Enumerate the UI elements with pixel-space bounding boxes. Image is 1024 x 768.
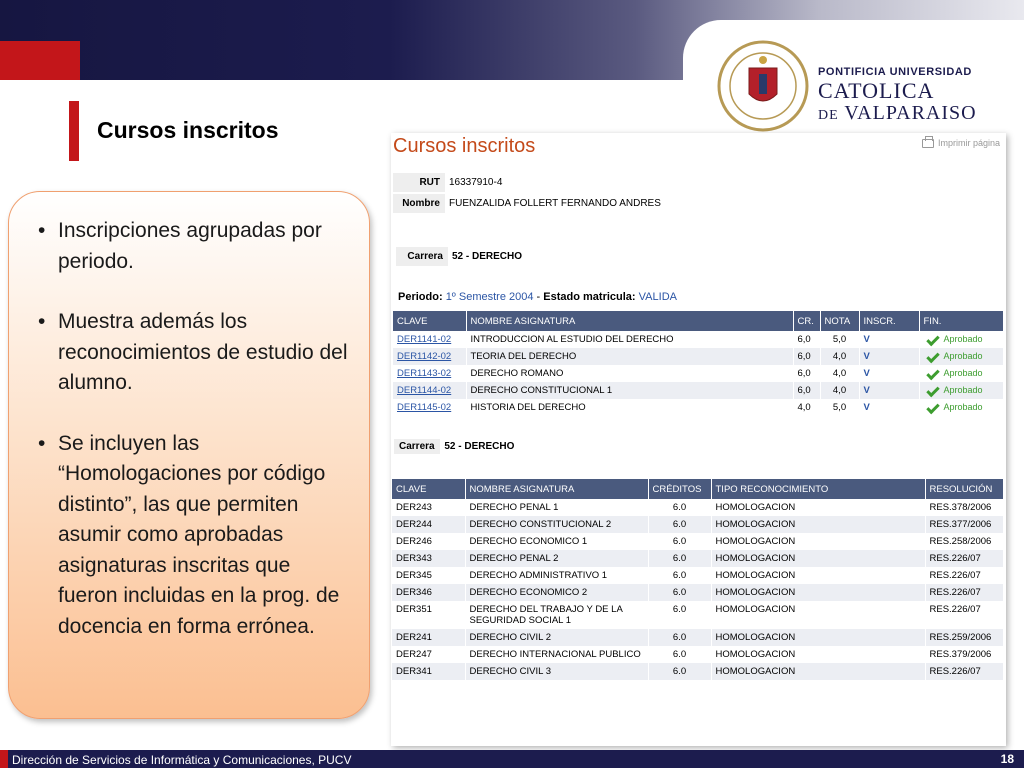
- nombre-value: FUENZALIDA FOLLERT FERNANDO ANDRES: [449, 198, 661, 209]
- course-name: DERECHO CONSTITUCIONAL 1: [466, 382, 793, 399]
- recognition-type: HOMOLOGACION: [711, 601, 925, 629]
- carrera-value-2: 52 - DERECHO: [444, 441, 515, 452]
- recognition-code: DER346: [392, 584, 465, 601]
- course-status: Aprobado: [943, 385, 983, 395]
- recognitions-table: [392, 479, 1004, 680]
- course-inscr: V: [859, 331, 919, 348]
- course-name: TEORIA DEL DERECHO: [466, 348, 793, 365]
- recognition-resolution: RES.259/2006: [925, 629, 1004, 646]
- university-line3-prefix: DE: [818, 108, 839, 123]
- recognition-code: DER351: [392, 601, 465, 629]
- recognitions-table-header: [392, 479, 1004, 499]
- course-final: [919, 365, 1004, 382]
- slide-title: Cursos inscritos: [97, 117, 279, 143]
- bullet-text: Se incluyen las “Homologaciones por código distinto”, las que permiten asumir como aprobadas asignaturas inscritas que fueron incluidas en la prog. de docencia en forma errónea.: [58, 431, 340, 638]
- bullet-item: [35, 216, 355, 277]
- recognition-code: DER247: [392, 646, 465, 663]
- recognition-type: HOMOLOGACION: [711, 663, 925, 680]
- table-row: [392, 663, 1004, 680]
- footer-bar: [0, 750, 1024, 768]
- recognition-name: DERECHO CONSTITUCIONAL 2: [465, 516, 648, 533]
- recognition-credits: 6.0: [648, 550, 711, 567]
- table-row: [392, 567, 1004, 584]
- recognition-credits: 6.0: [648, 629, 711, 646]
- course-name: INTRODUCCION AL ESTUDIO DEL DERECHO: [466, 331, 793, 348]
- recognition-type: HOMOLOGACION: [711, 499, 925, 516]
- recognition-name: DERECHO CIVIL 2: [465, 629, 648, 646]
- page-number: 18: [1000, 752, 1014, 766]
- university-line1: PONTIFICIA UNIVERSIDAD: [818, 66, 972, 78]
- course-credits: 6,0: [793, 382, 820, 399]
- recognition-credits: 6.0: [648, 646, 711, 663]
- col-nombre: NOMBRE ASIGNATURA: [466, 311, 793, 331]
- course-credits: 4,0: [793, 399, 820, 416]
- recognition-credits: 6.0: [648, 567, 711, 584]
- periodo-value: 1º Semestre 2004: [445, 291, 534, 303]
- enrolled-courses-webpage: [391, 133, 1006, 746]
- carrera-value: 52 - DERECHO: [452, 251, 523, 262]
- table-row: [392, 629, 1004, 646]
- recognition-name: DERECHO ADMINISTRATIVO 1: [465, 567, 648, 584]
- check-icon: [926, 350, 939, 363]
- bullet-item: [35, 307, 355, 399]
- footer-text: Dirección de Servicios de Informática y Comunicaciones, PUCV: [12, 753, 352, 767]
- table-row: [393, 365, 1004, 382]
- carrera-second: [394, 439, 514, 454]
- recognition-name: DERECHO PENAL 2: [465, 550, 648, 567]
- course-inscr: V: [859, 399, 919, 416]
- university-line2: CATOLICA: [818, 78, 935, 103]
- course-final: [919, 348, 1004, 365]
- col-clave: CLAVE: [393, 311, 466, 331]
- check-icon: [926, 333, 939, 346]
- recognition-name: DERECHO PENAL 1: [465, 499, 648, 516]
- print-page-label: Imprimir página: [937, 138, 1000, 148]
- recognition-resolution: RES.258/2006: [925, 533, 1004, 550]
- course-grade: 4,0: [820, 348, 859, 365]
- header-accent: [0, 41, 80, 80]
- course-code-link[interactable]: DER1145-02: [397, 402, 452, 413]
- col-nota: NOTA: [820, 311, 859, 331]
- table-row: [393, 399, 1004, 416]
- printer-icon: [922, 139, 934, 148]
- course-inscr: V: [859, 365, 919, 382]
- title-accent-bar: [69, 101, 79, 161]
- table-row: [393, 348, 1004, 365]
- recognition-credits: 6.0: [648, 499, 711, 516]
- bullet-text: Inscripciones agrupadas por periodo.: [58, 219, 322, 273]
- bullet-text: Muestra además los reconocimientos de estudio del alumno.: [58, 310, 348, 394]
- recognition-name: DERECHO ECONOMICO 1: [465, 533, 648, 550]
- table-row: [392, 646, 1004, 663]
- col-resolucion: RESOLUCIÓN: [925, 479, 1004, 499]
- course-status: Aprobado: [943, 334, 983, 344]
- course-final: [919, 399, 1004, 416]
- university-seal-logo: [715, 38, 811, 134]
- estado-value: VALIDA: [638, 291, 677, 303]
- carrera-label: Carrera: [396, 247, 448, 266]
- bullet-list: [35, 216, 355, 672]
- course-code-link[interactable]: DER1143-02: [397, 368, 452, 379]
- course-status: Aprobado: [943, 368, 983, 378]
- course-grade: 4,0: [820, 382, 859, 399]
- periodo-line: [398, 291, 677, 303]
- recognition-name: DERECHO DEL TRABAJO Y DE LA SEGURIDAD SOCIAL 1: [465, 601, 648, 629]
- carrera-label-2: Carrera: [394, 439, 440, 454]
- recognition-code: DER345: [392, 567, 465, 584]
- course-status: Aprobado: [943, 402, 983, 412]
- col-creditos: CRÉDITOS: [648, 479, 711, 499]
- course-name: DERECHO ROMANO: [466, 365, 793, 382]
- recognition-type: HOMOLOGACION: [711, 629, 925, 646]
- course-code-link[interactable]: DER1141-02: [397, 334, 452, 345]
- recognition-type: HOMOLOGACION: [711, 533, 925, 550]
- table-row: [392, 550, 1004, 567]
- course-code-link[interactable]: DER1144-02: [397, 385, 452, 396]
- recognition-type: HOMOLOGACION: [711, 567, 925, 584]
- table-row: [393, 331, 1004, 348]
- course-status: Aprobado: [943, 351, 983, 361]
- recognition-resolution: RES.379/2006: [925, 646, 1004, 663]
- print-page-link[interactable]: [922, 138, 1000, 148]
- recognition-resolution: RES.226/07: [925, 663, 1004, 680]
- periodo-separator: -: [536, 291, 541, 303]
- table-row: [393, 382, 1004, 399]
- bullet-panel: [8, 191, 370, 719]
- col-tipo: TIPO RECONOCIMIENTO: [711, 479, 925, 499]
- rut-label: RUT: [393, 173, 445, 192]
- course-credits: 6,0: [793, 331, 820, 348]
- recognition-type: HOMOLOGACION: [711, 646, 925, 663]
- bullet-dot: •: [38, 431, 46, 455]
- courses-table: [393, 311, 1004, 416]
- recognition-resolution: RES.377/2006: [925, 516, 1004, 533]
- recognition-type: HOMOLOGACION: [711, 584, 925, 601]
- table-row: [392, 499, 1004, 516]
- recognition-code: DER246: [392, 533, 465, 550]
- bullet-item: [35, 429, 355, 643]
- col-nombre: NOMBRE ASIGNATURA: [465, 479, 648, 499]
- recognition-code: DER243: [392, 499, 465, 516]
- recognition-type: HOMOLOGACION: [711, 516, 925, 533]
- table-row: [392, 516, 1004, 533]
- recognition-credits: 6.0: [648, 663, 711, 680]
- course-grade: 4,0: [820, 365, 859, 382]
- recognition-name: DERECHO ECONOMICO 2: [465, 584, 648, 601]
- recognition-code: DER241: [392, 629, 465, 646]
- course-final: [919, 382, 1004, 399]
- university-line3-name: VALPARAISO: [844, 102, 977, 124]
- recognition-credits: 6.0: [648, 533, 711, 550]
- table-row: [392, 584, 1004, 601]
- course-name: HISTORIA DEL DERECHO: [466, 399, 793, 416]
- recognition-name: DERECHO CIVIL 3: [465, 663, 648, 680]
- recognition-resolution: RES.226/07: [925, 550, 1004, 567]
- course-credits: 6,0: [793, 348, 820, 365]
- recognition-name: DERECHO INTERNACIONAL PUBLICO: [465, 646, 648, 663]
- recognition-credits: 6.0: [648, 601, 711, 629]
- bullet-dot: •: [38, 310, 46, 333]
- web-page-title: Cursos inscritos: [393, 135, 536, 157]
- footer-accent: [0, 750, 8, 768]
- course-inscr: V: [859, 348, 919, 365]
- course-grade: 5,0: [820, 331, 859, 348]
- table-row: [392, 533, 1004, 550]
- recognition-credits: 6.0: [648, 584, 711, 601]
- recognition-type: HOMOLOGACION: [711, 550, 925, 567]
- course-inscr: V: [859, 382, 919, 399]
- university-line3: [818, 102, 977, 127]
- course-code-link[interactable]: DER1142-02: [397, 351, 452, 362]
- university-name: [818, 66, 977, 127]
- check-icon: [926, 401, 939, 414]
- recognition-code: DER244: [392, 516, 465, 533]
- col-inscr: INSCR.: [859, 311, 919, 331]
- check-icon: [926, 367, 939, 380]
- course-final: [919, 331, 1004, 348]
- course-grade: 5,0: [820, 399, 859, 416]
- col-cr: CR.: [793, 311, 820, 331]
- courses-table-header: [393, 311, 1004, 331]
- recognition-resolution: RES.226/07: [925, 584, 1004, 601]
- check-icon: [926, 384, 939, 397]
- bullet-dot: •: [38, 219, 46, 242]
- recognition-credits: 6.0: [648, 516, 711, 533]
- nombre-label: Nombre: [393, 194, 445, 213]
- course-credits: 6,0: [793, 365, 820, 382]
- recognition-resolution: RES.226/07: [925, 601, 1004, 629]
- estado-label: Estado matricula:: [543, 291, 636, 303]
- table-row: [392, 601, 1004, 629]
- col-fin: FIN.: [919, 311, 1004, 331]
- rut-value: 16337910-4: [449, 177, 503, 188]
- recognition-code: DER341: [392, 663, 465, 680]
- col-clave: CLAVE: [392, 479, 465, 499]
- periodo-label: Periodo:: [398, 291, 443, 303]
- recognition-resolution: RES.378/2006: [925, 499, 1004, 516]
- recognition-resolution: RES.226/07: [925, 567, 1004, 584]
- recognition-code: DER343: [392, 550, 465, 567]
